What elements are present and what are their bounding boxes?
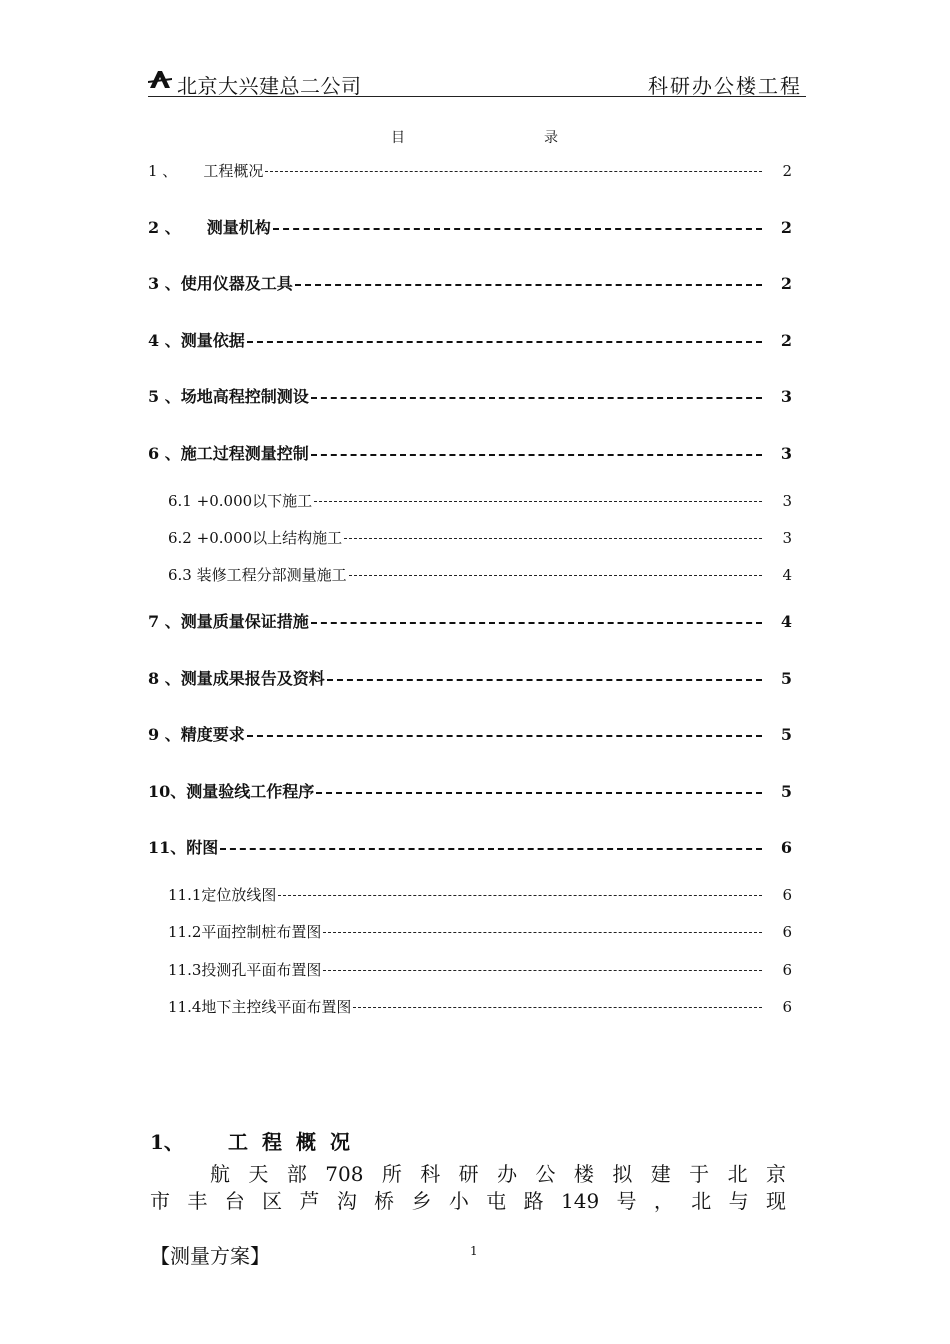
section-heading: [150, 1126, 364, 1155]
toc-page-number: 6: [780, 838, 792, 857]
toc-entry-10[interactable]: 10、测量验线工作程序 5: [148, 782, 792, 801]
toc-entry-2[interactable]: 2 、 测量机构 2: [148, 218, 792, 237]
toc-page-number: 3: [782, 492, 792, 510]
toc-entry-11-4[interactable]: 11.4地下主控线平面布置图 6: [168, 998, 792, 1016]
toc-page-number: 4: [782, 566, 792, 584]
toc-page-number: 3: [780, 444, 792, 463]
toc-page-number: 2: [780, 218, 792, 237]
toc-leader: [220, 848, 762, 850]
toc-page-number: 6: [782, 961, 792, 979]
toc-page-number: 3: [782, 529, 792, 547]
toc-page-number: 4: [780, 612, 792, 631]
toc-leader: [316, 792, 762, 794]
toc-leader: [323, 970, 762, 971]
toc-title-left: 目: [391, 130, 405, 146]
toc-leader: [278, 895, 762, 896]
company-logo-icon: [148, 69, 172, 89]
section-number: 1、: [150, 1130, 184, 1154]
toc-entry-11[interactable]: 11、附图 6: [148, 838, 792, 857]
toc-leader: [247, 735, 762, 737]
toc-page-number: 6: [782, 998, 792, 1016]
toc-entry-4[interactable]: 4 、测量依据 2: [148, 331, 792, 350]
toc-entry-3[interactable]: 3 、使用仪器及工具 2: [148, 274, 792, 293]
toc-leader: [311, 454, 762, 456]
body-text-line-1: 航天部708所科研办公楼拟建于北京: [210, 1162, 786, 1186]
toc-entry-11-3[interactable]: 11.3投测孔平面布置图 6: [168, 961, 792, 979]
toc-leader: [314, 501, 762, 502]
toc-page-number: 5: [780, 669, 792, 688]
body-text-line-2: 市丰台区芦沟桥乡小屯路149号，北与现: [150, 1189, 786, 1213]
toc-leader: [311, 622, 762, 624]
toc-entry-11-1[interactable]: 11.1定位放线图 6: [168, 886, 792, 904]
toc-entry-9[interactable]: 9 、精度要求 5: [148, 725, 792, 744]
toc-leader: [247, 341, 762, 343]
section-title: 工程概况: [228, 1130, 364, 1154]
toc-leader: [323, 932, 762, 933]
toc-entry-8[interactable]: 8 、测量成果报告及资料 5: [148, 669, 792, 688]
toc-leader: [265, 171, 762, 172]
toc-entry-5[interactable]: 5 、场地高程控制测设 3: [148, 387, 792, 406]
page-number: 1: [470, 1244, 478, 1258]
project-name: 科研办公楼工程: [648, 74, 802, 98]
toc-leader: [311, 397, 762, 399]
document-label: 【测量方案】: [150, 1244, 270, 1268]
toc-entry-1[interactable]: 1 、 工程概况 2: [148, 162, 792, 180]
toc-leader: [295, 284, 762, 286]
toc-page-number: 2: [780, 331, 792, 350]
toc-page-number: 6: [782, 923, 792, 941]
toc-entry-6-1[interactable]: 6.1 +0.000以下施工 3: [168, 492, 792, 510]
toc-page-number: 2: [780, 274, 792, 293]
toc-title-right: 录: [544, 130, 558, 146]
toc-leader: [273, 228, 762, 230]
company-name: 北京大兴建总二公司: [177, 74, 362, 98]
toc-leader: [349, 575, 762, 576]
toc-page-number: 3: [780, 387, 792, 406]
toc-entry-6-2[interactable]: 6.2 +0.000以上结构施工 3: [168, 529, 792, 547]
toc-page-number: 5: [780, 782, 792, 801]
toc-entry-6-3[interactable]: 6.3 装修工程分部测量施工 4: [168, 566, 792, 584]
toc-leader: [353, 1007, 762, 1008]
toc-page-number: 5: [780, 725, 792, 744]
toc-entry-6[interactable]: 6 、施工过程测量控制 3: [148, 444, 792, 463]
toc-entry-11-2[interactable]: 11.2平面控制桩布置图 6: [168, 923, 792, 941]
toc-page-number: 2: [782, 162, 792, 180]
toc-page-number: 6: [782, 886, 792, 904]
toc-entry-7[interactable]: 7 、测量质量保证措施 4: [148, 612, 792, 631]
toc-leader: [327, 679, 762, 681]
toc-leader: [344, 538, 762, 539]
page-header: [148, 66, 806, 97]
